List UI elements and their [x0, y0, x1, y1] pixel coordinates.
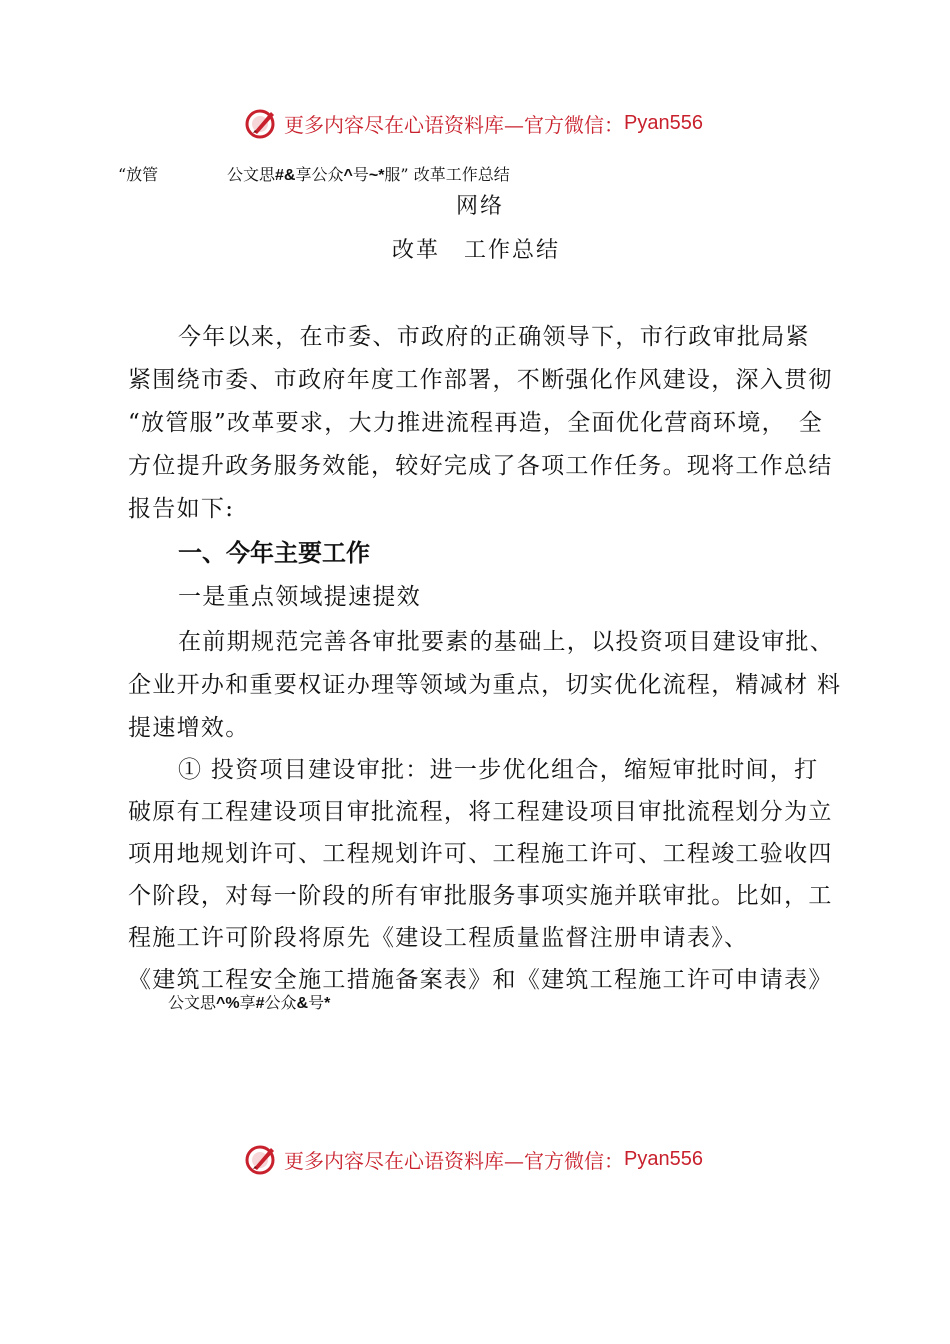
section-heading: 一、今年主要工作 [178, 539, 370, 567]
title-line-1: 网络 [456, 194, 505, 219]
body-line: 提速增效。 [128, 715, 250, 741]
body-line: 个阶段，对每一阶段的所有审批服务事项实施并联审批。比如，工 [128, 883, 833, 909]
footer-sym-d: # [255, 995, 265, 1012]
header-text-g: 服” 改革工作总结 [384, 165, 510, 184]
footer-watermark [168, 990, 330, 1013]
top-banner [244, 106, 703, 140]
body-line: 企业开办和重要权证办理等领域为重点，切实优化流程，精减材 料 [128, 672, 842, 698]
bottom-banner [244, 1142, 703, 1176]
body-line: 在前期规范完善各审批要素的基础上，以投资项目建设审批、 [178, 629, 835, 655]
body-line: 报告如下: [128, 496, 235, 522]
title-line-2: 改革 工作总结 [392, 238, 561, 263]
body-line: 紧围绕市委、市政府年度工作部署，不断强化作风建设，深入贯彻 [128, 367, 833, 393]
footer-sym-h: * [324, 995, 331, 1012]
header-sym-f: ~* [368, 167, 385, 184]
body-line: 破原有工程建设项目审批流程，将工程建设项目审批流程划分为立 [128, 799, 833, 825]
header-text-c: 享公众 [295, 165, 344, 184]
body-line: 项用地规划许可、工程规划许可、工程施工许可、工程竣工验收四 [128, 841, 833, 867]
header-sym-b: #& [275, 167, 296, 184]
footer-text-e: 公众 [264, 993, 297, 1012]
body-line: ① 投资项目建设审批：进一步优化组合，缩短审批时间，打 [178, 757, 819, 783]
banner-wechat-id: Pyan556 [624, 1147, 703, 1170]
header-middle [227, 162, 510, 185]
pen-seal-logo-icon [244, 1142, 278, 1176]
body-line: 今年以来，在市委、市政府的正确领导下，市行政审批局紧 [178, 324, 810, 350]
pen-seal-logo-icon [244, 106, 278, 140]
body-line: 《建筑工程安全施工措施备案表》和《建筑工程施工许可申请表》 [128, 967, 833, 993]
footer-text-c: 享 [239, 993, 256, 1012]
header-text-a: 公文思 [227, 165, 276, 184]
banner-wechat-id: Pyan556 [624, 111, 703, 134]
banner-text: 更多内容尽在心语资料库—官方微信： [284, 112, 624, 137]
banner-text: 更多内容尽在心语资料库—官方微信： [284, 1148, 624, 1173]
footer-sym-b: ^% [216, 995, 240, 1012]
body-line: 方位提升政务服务效能，较好完成了各项工作任务。现将工作总结 [128, 453, 833, 479]
footer-sym-f: & [296, 995, 309, 1012]
header-text-e: 号 [352, 165, 369, 184]
body-line: “放管服”改革要求，大力推进流程再造，全面优化营商环境， 全 [128, 410, 824, 436]
footer-text-a: 公文思 [168, 993, 217, 1012]
header-left: “放管 [118, 165, 159, 184]
header-sym-d: ^ [343, 167, 353, 184]
body-line: 程施工许可阶段将原先《建设工程质量监督注册申请表》、 [128, 925, 749, 951]
footer-text-g: 号 [308, 993, 325, 1012]
sub-heading: 一是重点领域提速提效 [178, 584, 421, 610]
